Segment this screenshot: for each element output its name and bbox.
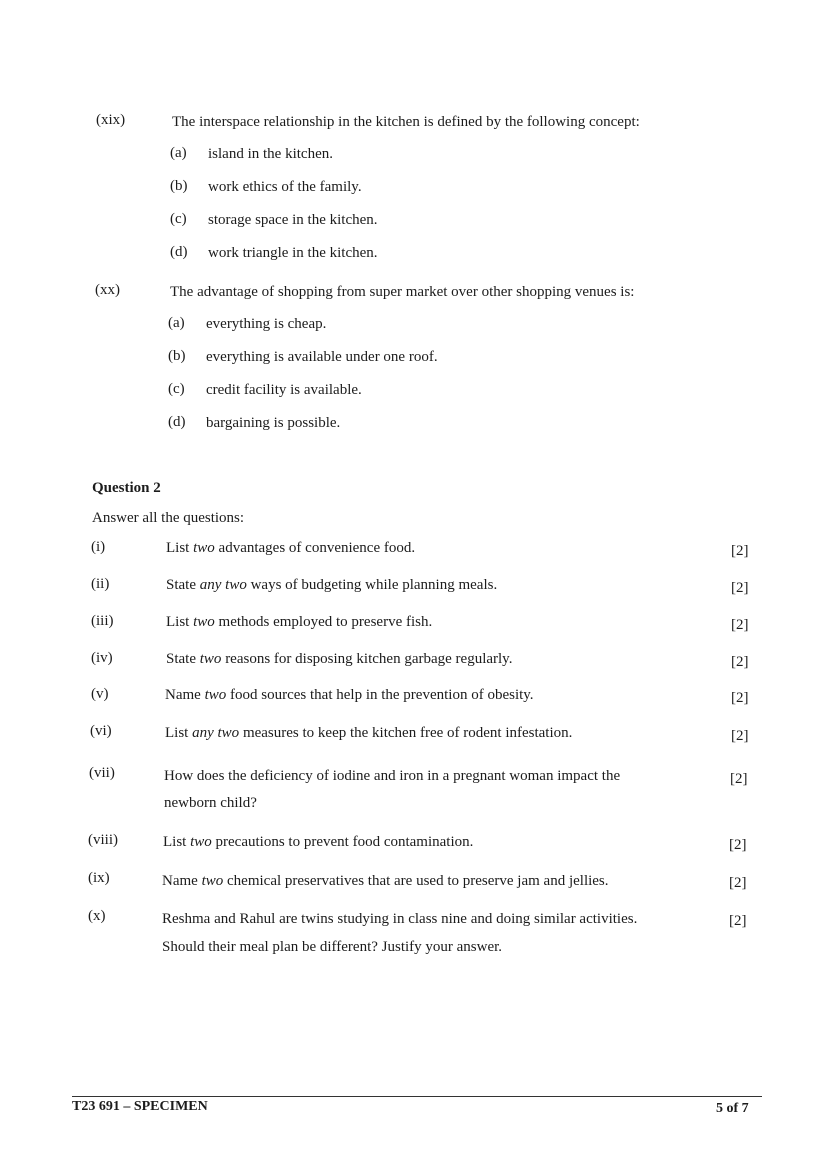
item-number: (xix) [96,112,126,128]
marks-label: [2] [731,580,749,596]
footer-paper-code: T23 691 – SPECIMEN [72,1099,208,1114]
item-text: State two reasons for disposing kitchen garbage regularly. [166,651,513,667]
marks-label: [2] [731,654,749,670]
question-instruction: Answer all the questions: [92,510,245,526]
marks-label: [2] [729,875,747,891]
item-number: (vii) [89,765,115,781]
item-text: List any two measures to keep the kitchen free of rodent infestation. [165,725,573,741]
item-text: Name two chemical preservatives that are used to preserve jam and jellies. [162,873,609,889]
item-text: List two methods employed to preserve fish. [166,614,433,630]
marks-label: [2] [731,690,749,706]
item-text: How does the deficiency of iodine and iron in a pregnant woman impact the [164,768,621,784]
option-label: (b) [170,178,188,194]
option-text: island in the kitchen. [208,146,333,162]
item-text: List two precautions to prevent food contamination. [163,834,474,850]
item-text: State any two ways of budgeting while planning meals. [166,577,498,593]
option-label: (a) [168,315,185,331]
item-number: (xx) [95,282,120,298]
item-number: (x) [88,908,106,924]
option-text: storage space in the kitchen. [208,212,378,228]
item-number: (vi) [90,723,112,739]
marks-label: [2] [731,728,749,744]
footer-rule [72,1096,762,1097]
marks-label: [2] [731,543,749,559]
option-label: (b) [168,348,186,364]
option-label: (d) [170,244,188,260]
item-text-line2: Should their meal plan be different? Justify your answer. [162,939,503,955]
footer-page-number: 5 of 7 [716,1101,749,1116]
item-number: (iv) [91,650,113,666]
item-number: (ii) [91,576,110,592]
item-number: (v) [91,686,109,702]
item-stem: The advantage of shopping from super market over other shopping venues is: [170,284,635,300]
marks-label: [2] [730,771,748,787]
question-heading: Question 2 [92,480,161,496]
option-label: (d) [168,414,186,430]
option-text: work ethics of the family. [208,179,362,195]
marks-label: [2] [731,617,749,633]
option-text: work triangle in the kitchen. [208,245,378,261]
option-label: (c) [170,211,187,227]
item-text: Reshma and Rahul are twins studying in class nine and doing similar activities. [162,911,638,927]
item-text: Name two food sources that help in the prevention of obesity. [165,687,534,703]
item-number: (iii) [91,613,114,629]
option-label: (a) [170,145,187,161]
option-text: credit facility is available. [206,382,362,398]
item-number: (ix) [88,870,110,886]
item-text: List two advantages of convenience food. [166,540,416,556]
item-text-line2: newborn child? [164,795,257,811]
item-number: (i) [91,539,106,555]
marks-label: [2] [729,913,747,929]
option-text: everything is cheap. [206,316,327,332]
option-text: everything is available under one roof. [206,349,438,365]
item-number: (viii) [88,832,118,848]
marks-label: [2] [729,837,747,853]
option-text: bargaining is possible. [206,415,341,431]
item-stem: The interspace relationship in the kitchen is defined by the following concept: [172,114,640,130]
option-label: (c) [168,381,185,397]
